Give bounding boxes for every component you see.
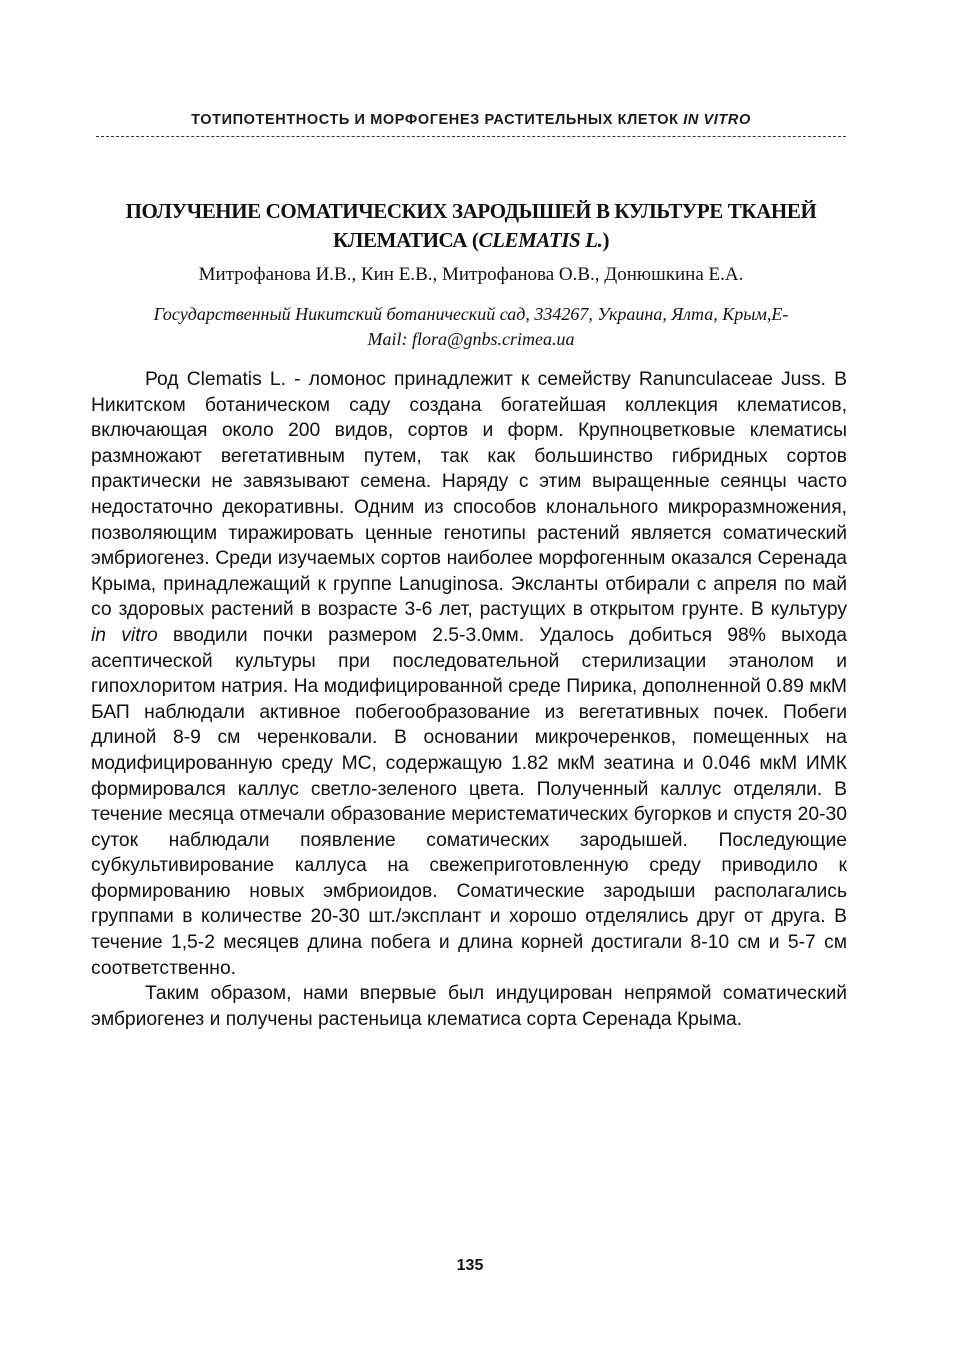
paragraph-1-part-2: вводили почки размером 2.5-3.0мм. Удалось добиться 98% выхода асептической культуры при последовательной стерилизации этанолом и гипохлоритом натрия. На модифицированной среде Пирика, дополненной 0.89 мкМ БАП наблюдали активное побегообразование из вегетативных почек. Побеги длиной 8-9 см черенковали. В основании микрочеренков, помещенных на модифицированную среду МС, содержащую 1.82 мкМ зеатина и 0.046 мкМ ИМК формировался каллус светло-зеленого цвета. Полученный каллус отделяли. В течение месяца отмечали образование меристематических бугорков и спустя 20-30 суток наблюдали появление соматических зародышей. Последующие субкультивирование каллуса на свежеприготовленную среду приводило к формированию новых эмбриоидов. Соматические зародыши располагались группами в количестве 20-30 шт./эксплант и хорошо отделялись друг от друга. В течение 1,5-2 месяцев длина побега и длина корней достигали 8-10 см и 5-7 см соответственно. [91,624,847,979]
affiliation-line-1: Государственный Никитский ботанический сад, 334267, Украина, Ялта, Крым,E- [153,304,789,324]
paragraph-2: Таким образом, нами впервые был индуцирован непрямой соматический эмбриогенез и получены растеньица клематиса сорта Серенада Крыма. [91,983,847,1030]
affiliation-email: Mail: flora@gnbs.crimea.ua [367,329,575,349]
running-head-italic: IN VITRO [683,112,751,128]
authors: Митрофанова И.В., Кин Е.В., Митрофанова О.В., Донюшкина Е.А. [198,264,744,285]
article-title [96,197,846,255]
title-line-1: ПОЛУЧЕНИЕ СОМАТИЧЕСКИХ ЗАРОДЫШЕЙ В КУЛЬТУРЕ ТКАНЕЙ [125,199,817,223]
title-line-2 [96,226,846,255]
title-latin-name: CLEMATIS L. [478,228,603,252]
paragraph-1-italic: in vitro [91,624,158,646]
article-body [91,367,847,1032]
running-head-text: ТОТИПОТЕНТНОСТЬ И МОРФОГЕНЕЗ РАСТИТЕЛЬНЫХ КЛЕТОК [191,112,684,128]
page-number: 135 [456,1257,484,1274]
title-line-2-suffix: ) [602,228,610,252]
paragraph-1 [91,367,847,981]
running-head [96,112,846,128]
header-rule [96,136,846,137]
title-line-2-prefix: КЛЕМАТИСА ( [332,228,479,252]
affiliation [92,302,850,352]
paragraph-1-part-1: Род Clematis L. - ломонос принадлежит к семейству Ranunculaceae Juss. В Никитском ботаническом саду создана богатейшая коллекция клематисов, включающая около 200 видов, сортов и форм. Крупноцветковые клематисы размножают вегетативным путем, так как большинство гибридных сортов практически не завязывают семена. Наряду с этим выращенные сеянцы часто недостаточно декоративны. Одним из способов клонального микроразмножения, позволяющим тиражировать ценные генотипы растений является соматический эмбриогенез. Среди изучаемых сортов наиболее морфогенным оказался Серенада Крыма, принадлежащий к группе Lanuginosa. Эксланты отбирали с апреля по май со здоровых растений в возрасте 3-6 лет, растущих в открытом грунте. В культуру [91,369,847,621]
